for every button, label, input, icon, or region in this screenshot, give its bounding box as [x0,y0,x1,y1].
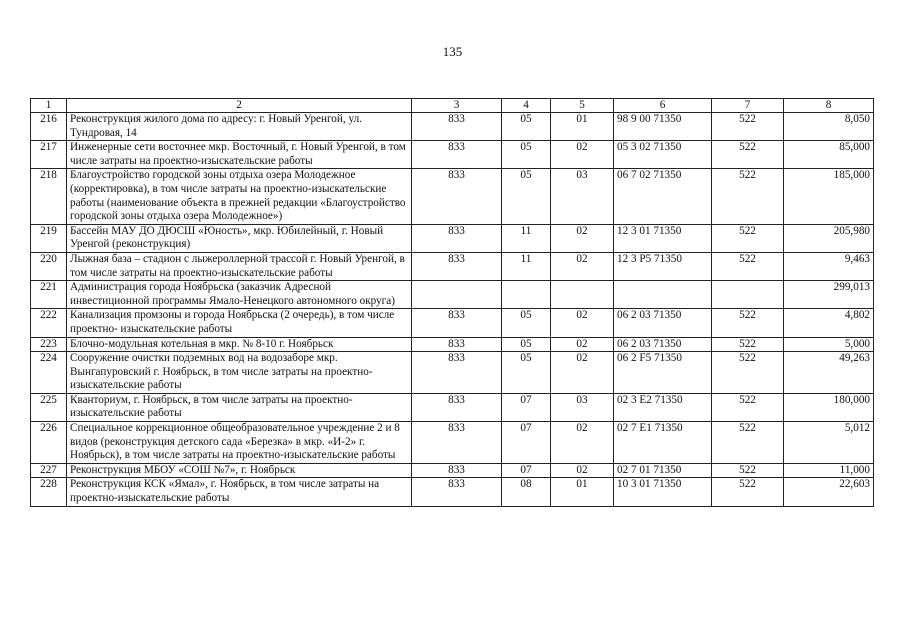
amount-cell: 180,000 [784,393,874,421]
section-code-cell: 05 [502,337,551,352]
section-code-cell: 05 [502,352,551,394]
subsection-code-cell: 03 [551,393,614,421]
expense-type-code-cell: 522 [712,169,784,224]
target-article-code-cell: 06 2 03 71350 [614,309,712,337]
amount-cell: 9,463 [784,252,874,280]
grbs-code-cell: 833 [412,224,502,252]
table-row [31,337,874,352]
table-row [31,113,874,141]
expense-type-code-cell: 522 [712,141,784,169]
amount-cell: 11,000 [784,463,874,478]
target-article-code-cell: 02 7 01 71350 [614,463,712,478]
subsection-code-cell: 02 [551,309,614,337]
grbs-code-cell: 833 [412,113,502,141]
table-row [31,309,874,337]
table-row [31,141,874,169]
target-article-code-cell: 06 7 02 71350 [614,169,712,224]
row-number-cell: 227 [31,463,67,478]
row-number-cell: 228 [31,478,67,506]
subsection-code-cell: 02 [551,252,614,280]
table-row [31,281,874,309]
amount-cell: 299,013 [784,281,874,309]
header-cell: 6 [614,99,712,113]
target-article-code-cell: 12 3 01 71350 [614,224,712,252]
table-row [31,393,874,421]
header-cell: 7 [712,99,784,113]
amount-cell: 5,012 [784,422,874,464]
budget-table [30,98,874,507]
grbs-code-cell: 833 [412,169,502,224]
amount-cell: 22,603 [784,478,874,506]
section-code-cell: 05 [502,309,551,337]
table-row [31,463,874,478]
table-row [31,224,874,252]
expense-type-code-cell: 522 [712,309,784,337]
header-cell: 1 [31,99,67,113]
object-name-cell: Администрация города Ноябрьска (заказчик Адресной инвестиционной программы Ямало-Ненецкого автономного округа) [67,281,412,309]
section-code-cell: 11 [502,252,551,280]
header-row [31,99,874,113]
amount-cell: 4,802 [784,309,874,337]
table-row [31,478,874,506]
expense-type-code-cell: 522 [712,393,784,421]
page-number: 135 [442,44,463,59]
subsection-code-cell: 02 [551,337,614,352]
grbs-code-cell: 833 [412,463,502,478]
row-number-cell: 220 [31,252,67,280]
row-number-cell: 218 [31,169,67,224]
row-number-cell: 224 [31,352,67,394]
amount-cell: 8,050 [784,113,874,141]
row-number-cell: 225 [31,393,67,421]
grbs-code-cell: 833 [412,478,502,506]
amount-cell: 185,000 [784,169,874,224]
subsection-code-cell: 02 [551,463,614,478]
row-number-cell: 226 [31,422,67,464]
object-name-cell: Реконструкция МБОУ «СОШ №7», г. Ноябрьск [67,463,412,478]
subsection-code-cell: 02 [551,422,614,464]
row-number-cell: 223 [31,337,67,352]
expense-type-code-cell: 522 [712,224,784,252]
amount-cell: 5,000 [784,337,874,352]
header-cell: 2 [67,99,412,113]
expense-type-code-cell: 522 [712,337,784,352]
target-article-code-cell [614,281,712,309]
expense-type-code-cell: 522 [712,463,784,478]
table-row [31,169,874,224]
subsection-code-cell: 02 [551,224,614,252]
grbs-code-cell: 833 [412,337,502,352]
grbs-code-cell: 833 [412,393,502,421]
header-cell: 4 [502,99,551,113]
subsection-code-cell: 03 [551,169,614,224]
subsection-code-cell: 01 [551,478,614,506]
amount-cell: 85,000 [784,141,874,169]
target-article-code-cell: 10 3 01 71350 [614,478,712,506]
section-code-cell [502,281,551,309]
row-number-cell: 222 [31,309,67,337]
object-name-cell: Реконструкция жилого дома по адресу: г. Новый Уренгой, ул. Тундровая, 14 [67,113,412,141]
section-code-cell: 07 [502,463,551,478]
section-code-cell: 07 [502,393,551,421]
header-cell: 8 [784,99,874,113]
grbs-code-cell: 833 [412,422,502,464]
target-article-code-cell: 02 7 E1 71350 [614,422,712,464]
object-name-cell: Благоустройство городской зоны отдыха озера Молодежное (корректировка), в том числе затраты на проектно-изыскательские работы (наименование объекта в прежней редакции «Благоустройство городской зоны отдыха озера Молодежное») [67,169,412,224]
table-row [31,252,874,280]
object-name-cell: Лыжная база – стадион с лыжероллерной трассой г. Новый Уренгой, в том числе затраты на проектно-изыскательские работы [67,252,412,280]
table-row [31,352,874,394]
expense-type-code-cell: 522 [712,422,784,464]
header-cell: 5 [551,99,614,113]
expense-type-code-cell: 522 [712,478,784,506]
object-name-cell: Специальное коррекционное общеобразовательное учреждение 2 и 8 видов (реконструкция детского сада «Березка» в мкр. «И-2» г. Ноябрьск), в том числе затраты на проектно-изыскательские работы [67,422,412,464]
section-code-cell: 07 [502,422,551,464]
section-code-cell: 05 [502,141,551,169]
target-article-code-cell: 98 9 00 71350 [614,113,712,141]
table-row [31,422,874,464]
grbs-code-cell: 833 [412,309,502,337]
grbs-code-cell: 833 [412,252,502,280]
object-name-cell: Реконструкция КСК «Ямал», г. Ноябрьск, в том числе затраты на проектно-изыскательские работы [67,478,412,506]
target-article-code-cell: 02 3 E2 71350 [614,393,712,421]
grbs-code-cell: 833 [412,352,502,394]
object-name-cell: Сооружение очистки подземных вод на водозаборе мкр. Вынгапуровский г. Ноябрьск, в том числе затраты на проектно-изыскательские работы [67,352,412,394]
section-code-cell: 11 [502,224,551,252]
section-code-cell: 05 [502,169,551,224]
expense-type-code-cell: 522 [712,113,784,141]
expense-type-code-cell: 522 [712,352,784,394]
subsection-code-cell: 02 [551,141,614,169]
object-name-cell: Канализация промзоны и города Ноябрьска (2 очередь), в том числе проектно- изыскательские работы [67,309,412,337]
section-code-cell: 05 [502,113,551,141]
amount-cell: 49,263 [784,352,874,394]
object-name-cell: Блочно-модульная котельная в мкр. № 8-10 г. Ноябрьск [67,337,412,352]
subsection-code-cell: 02 [551,352,614,394]
target-article-code-cell: 12 3 P5 71350 [614,252,712,280]
subsection-code-cell: 01 [551,113,614,141]
target-article-code-cell: 06 2 F5 71350 [614,352,712,394]
row-number-cell: 221 [31,281,67,309]
grbs-code-cell: 833 [412,141,502,169]
object-name-cell: Инженерные сети восточнее мкр. Восточный, г. Новый Уренгой, в том числе затраты на проектно-изыскательские работы [67,141,412,169]
row-number-cell: 216 [31,113,67,141]
amount-cell: 205,980 [784,224,874,252]
subsection-code-cell [551,281,614,309]
object-name-cell: Бассейн МАУ ДО ДЮСШ «Юность», мкр. Юбилейный, г. Новый Уренгой (реконструкция) [67,224,412,252]
expense-type-code-cell: 522 [712,252,784,280]
section-code-cell: 08 [502,478,551,506]
target-article-code-cell: 06 2 03 71350 [614,337,712,352]
row-number-cell: 219 [31,224,67,252]
target-article-code-cell: 05 3 02 71350 [614,141,712,169]
header-cell: 3 [412,99,502,113]
expense-type-code-cell [712,281,784,309]
object-name-cell: Кванториум, г. Ноябрьск, в том числе затраты на проектно-изыскательские работы [67,393,412,421]
grbs-code-cell [412,281,502,309]
row-number-cell: 217 [31,141,67,169]
